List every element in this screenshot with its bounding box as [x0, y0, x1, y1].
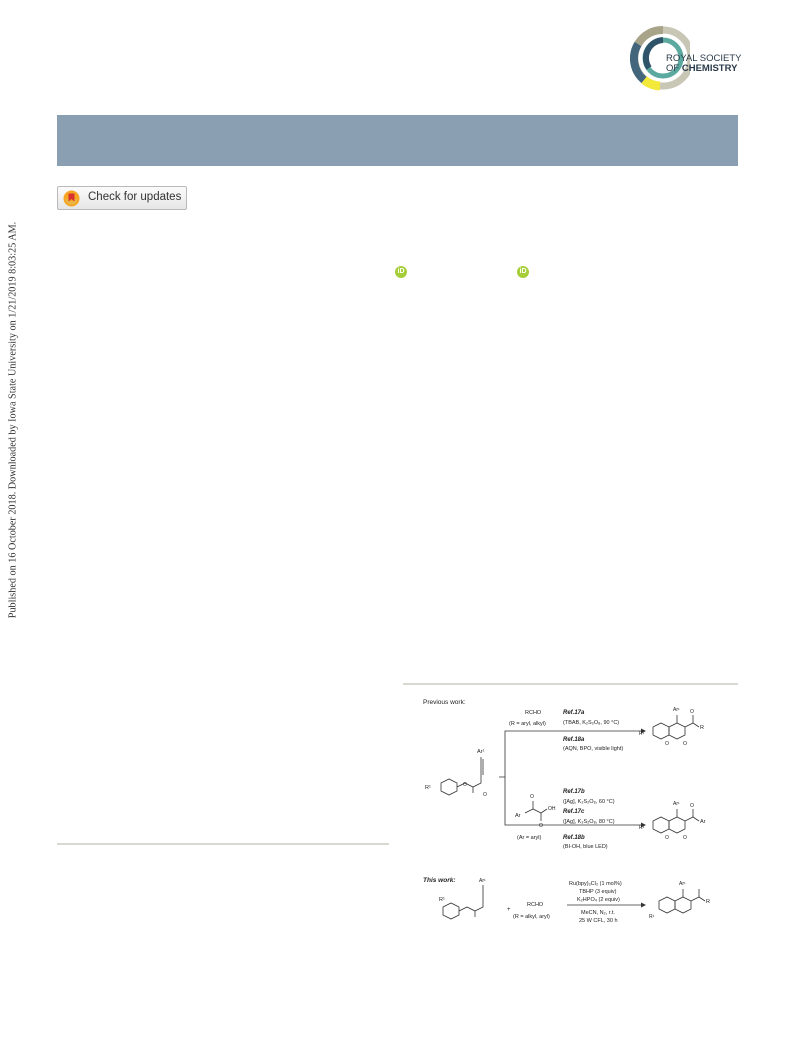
reaction-scheme: [403, 685, 738, 935]
check-for-updates-button[interactable]: [57, 186, 187, 210]
ref18a-label: Ref.18a: [563, 737, 585, 743]
r1-label: R¹: [425, 785, 431, 791]
condition-solvent: MeCN, N₂, r.t.: [581, 910, 615, 916]
oh-label: OH: [548, 806, 556, 812]
royal-society-of-chemistry-logo: [630, 20, 745, 100]
plus-sign: +: [507, 907, 511, 913]
ar-label: Ar: [515, 813, 521, 819]
this-work-product-ar1-label: Ar¹: [679, 881, 686, 887]
download-side-note: [2, 210, 24, 630]
r-aryl-alkyl-label: (R = aryl, alkyl): [509, 721, 546, 727]
side-note-text: Published on 16 October 2018. Downloaded by Iowa State University on 1/21/2019 8:03:25 AM.: [7, 221, 19, 619]
this-work-product-structure: [659, 889, 705, 913]
product-upper-o-label: O: [665, 741, 669, 747]
logo-line2-prefix: OF: [666, 63, 682, 74]
ref17b-label: Ref.17b: [563, 789, 585, 795]
ref18b-label: Ref.18b: [563, 835, 585, 841]
this-work-ar1-label: Ar¹: [479, 878, 486, 884]
product-upper-o2-label: O: [683, 741, 687, 747]
previous-work-label: Previous work:: [423, 699, 466, 706]
alkynoate-structure: [441, 757, 483, 795]
rcho-label: RCHO: [525, 710, 542, 716]
ref17c-conditions: ([Ag], K₂S₂O₈, 80 °C): [563, 819, 615, 825]
product-upper-ar1-label: Ar¹: [673, 707, 680, 713]
product-lower-r1-label: R¹: [639, 825, 645, 831]
this-work-alkynoate-structure: [443, 885, 483, 919]
ref18a-conditions: (AQN, BPO, visible light): [563, 746, 624, 752]
ref18b-conditions: (BI-OH, blue LED): [563, 844, 608, 850]
product-lower-ar-label: Ar: [700, 819, 706, 825]
product-lower-o-label: O: [665, 835, 669, 841]
acid-o2-label: O: [539, 823, 543, 829]
this-work-arrowhead: [641, 903, 646, 908]
logo-wordmark: [666, 54, 742, 74]
this-work-rcho-label: RCHO: [527, 902, 544, 908]
ar1-label: Ar¹: [477, 749, 485, 755]
ref17c-label: Ref.17c: [563, 809, 585, 815]
product-upper-r1-label: R¹: [639, 731, 645, 737]
carbonyl-o-label: O: [483, 792, 487, 798]
this-work-product-r1-label: R¹: [649, 914, 655, 920]
check-for-updates-label: Check for updates: [88, 191, 182, 203]
column-divider-rule: [57, 843, 389, 845]
product-upper-o3-label: O: [690, 709, 694, 715]
logo-line1: ROYAL SOCIETY: [666, 53, 742, 64]
r-alkyl-aryl-label: (R = alkyl, aryl): [513, 914, 550, 920]
this-work-product-r-label: R: [706, 899, 710, 905]
ref17a-conditions: (TBAB, K₂S₂O₈, 90 °C): [563, 720, 620, 726]
condition-catalyst: Ru(bpy)₃Cl₂ (1 mol%): [569, 881, 622, 887]
condition-base: K₂HPO₄ (2 equiv): [577, 897, 620, 903]
orcid-icon[interactable]: iD: [517, 266, 529, 278]
product-lower-o2-label: O: [683, 835, 687, 841]
product-lower-o3-label: O: [690, 803, 694, 809]
glyoxylic-acid-structure: [525, 801, 547, 821]
ref17a-label: Ref.17a: [563, 710, 585, 716]
this-work-r1-label: R¹: [439, 897, 445, 903]
logo-line2: [666, 64, 742, 74]
acid-o-label: O: [530, 794, 534, 800]
coumarin-product-upper: [653, 715, 699, 739]
ar-aryl-label: (Ar = aryl): [517, 835, 542, 841]
logo-line2-bold: CHEMISTRY: [681, 63, 738, 74]
this-work-label: This work:: [423, 877, 456, 884]
product-upper-r-label: R: [700, 725, 704, 731]
ref17b-conditions: ([Ag], K₂S₂O₈, 60 °C): [563, 799, 615, 805]
bookmark-icon: [63, 190, 80, 207]
orcid-icon[interactable]: iD: [395, 266, 407, 278]
condition-light: 25 W CFL, 30 h: [579, 918, 618, 924]
ester-o-label: O: [463, 782, 467, 788]
condition-oxidant: TBHP (3 equiv): [579, 889, 617, 895]
product-lower-ar1-label: Ar¹: [673, 801, 680, 807]
journal-header-banner: [57, 115, 738, 166]
coumarin-product-lower: [653, 809, 699, 833]
